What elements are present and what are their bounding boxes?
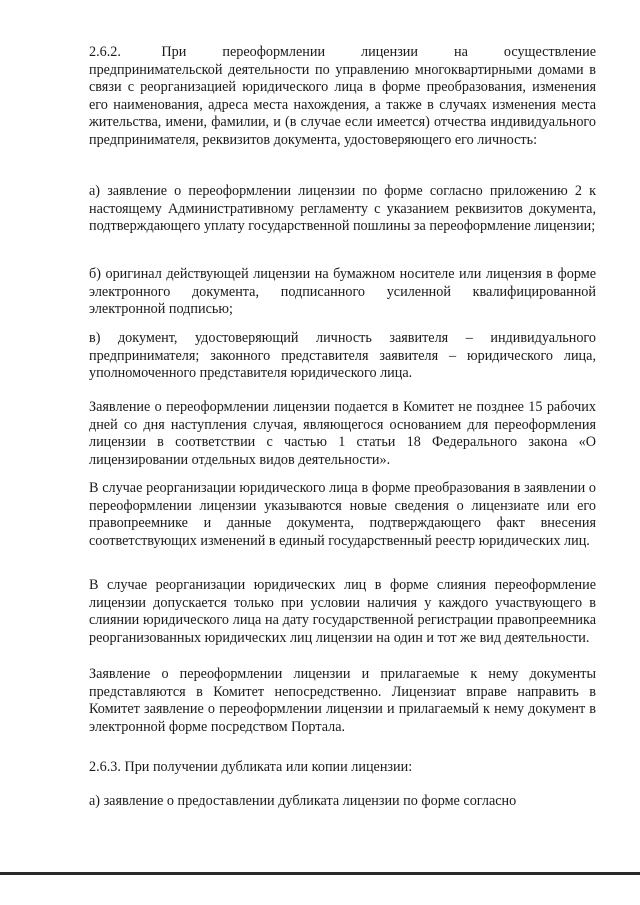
- paragraph-submission: Заявление о переоформлении лицензии и прилагаемые к нему документы представляются в Комитет непосредственно. Лицензиат вправе направить в Комитет заявление о переоформлении лицензии и прилагаемый к нему документ в электронной форме посредством Портала.: [89, 666, 596, 735]
- scan-bottom-edge: [0, 872, 640, 875]
- paragraph-reorganization-merger: В случае реорганизации юридических лиц в форме слияния переоформление лицензии допускается только при условии наличия у каждого участвующего в слиянии юридического лица на дату государственной регистрации правопреемника реорганизованных юридических лиц лицензии на один и тот же вид деятельности.: [89, 577, 596, 646]
- paragraph-application-deadline: Заявление о переоформлении лицензии подается в Комитет не позднее 15 рабочих дней со дня наступления случая, являющегося основанием для переоформления лицензии в соответствии с частью 1 статьи 18 Федерального закона «О лицензировании отдельных видов деятельности».: [89, 399, 596, 468]
- paragraph-duplicate-item-a: а) заявление о предоставлении дубликата лицензии по форме согласно: [89, 793, 517, 809]
- paragraph-item-a: а) заявление о переоформлении лицензии по форме согласно приложению 2 к настоящему Административному регламенту с указанием реквизитов документа, подтверждающего уплату государственной пошлины за переоформление лицензии;: [89, 183, 596, 235]
- paragraph-2-6-2: 2.6.2. При переоформлении лицензии на осуществление предпринимательской деятельности по управлению многоквартирными домами в связи с реорганизацией юридического лица в форме преобразования, изменения его наименования, адреса места нахождения, а также в случаях изменения места жительства, имени, фамилии, и (в случае если имеется) отчества индивидуального предпринимателя, реквизитов документа, удостоверяющего его личность:: [89, 44, 596, 148]
- paragraph-reorganization-transformation: В случае реорганизации юридического лица в форме преобразования в заявлении о переоформлении лицензии указываются новые сведения о лицензиате или его правопреемнике и данные документа, подтверждающего факт внесения соответствующих изменений в единый государственный реестр юридических лиц.: [89, 480, 596, 549]
- paragraph-item-b: б) оригинал действующей лицензии на бумажном носителе или лицензия в форме электронного документа, подписанного усиленной квалифицированной электронной подписью;: [89, 266, 596, 318]
- paragraph-item-v: в) документ, удостоверяющий личность заявителя – индивидуального предпринимателя; законного представителя заявителя – юридического лица, уполномоченного представителя юридического лица.: [89, 330, 596, 382]
- paragraph-2-6-3-heading: 2.6.3. При получении дубликата или копии лицензии:: [89, 759, 413, 775]
